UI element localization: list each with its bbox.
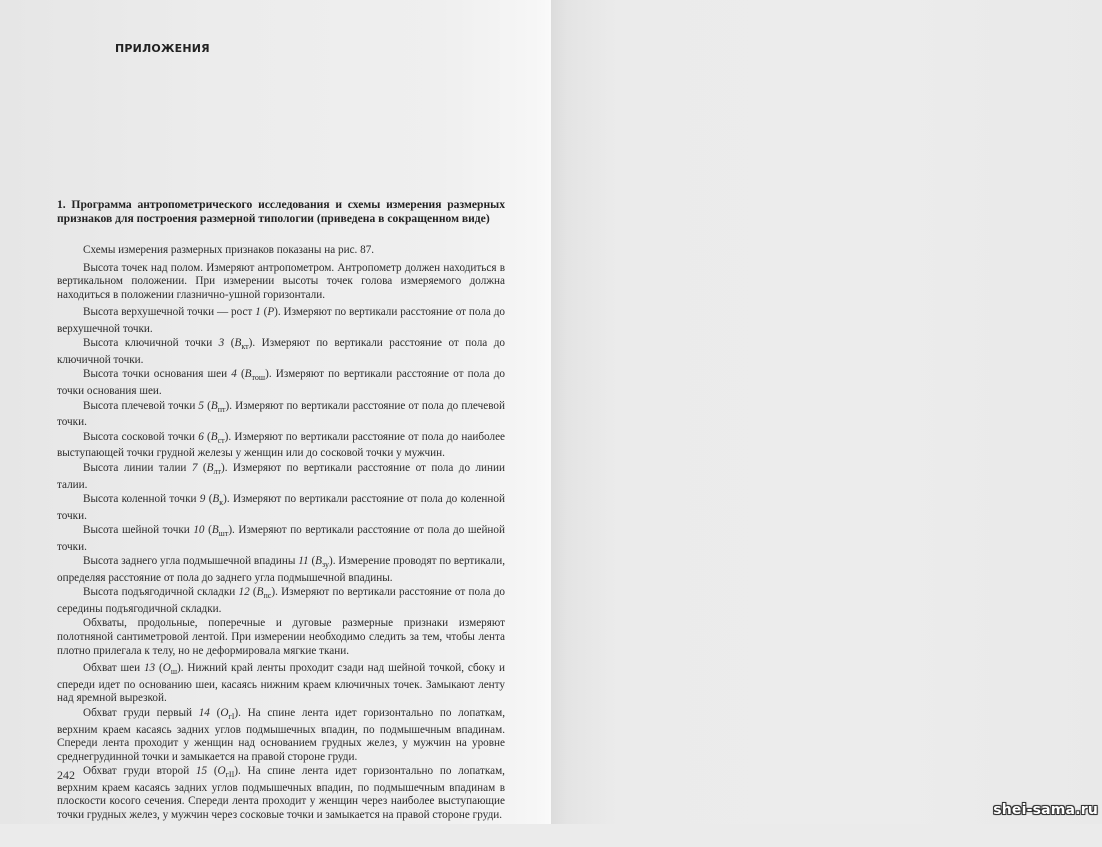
- open-paren: (: [208, 492, 213, 505]
- paragraph-lead-text: Высота сосковой точки: [83, 430, 199, 443]
- measurement-symbol: $O_{гI}$: [220, 706, 235, 721]
- figure-number: 12: [238, 586, 253, 599]
- paragraph-body-text: . На спине лента идет горизонтально по лопаткам, верхним краем касаясь задних углов подмышечных впадин, по подмышечным впадинам в плоскости косого сечения. Спереди лента проходит у женщин через наиболее выступающие точки грудных желез, у мужчин через сосковые точки и замыкается на правой стороне груди.: [57, 765, 505, 822]
- paragraph-lead-text: Обхват груди первый: [83, 706, 199, 719]
- measurement-symbol: $O_ш$: [162, 662, 177, 677]
- site-watermark: shei-sama.ru: [993, 802, 1098, 818]
- open-paren: (: [311, 555, 316, 568]
- measurement-subscript: шт: [218, 529, 229, 539]
- measurement-paragraph: [57, 337, 505, 367]
- figure-number: 1: [255, 306, 264, 319]
- open-paren: (: [263, 306, 268, 319]
- open-paren: (: [207, 399, 211, 412]
- measurement-paragraph: [57, 765, 505, 823]
- paragraph-lead-text: Высота коленной точки: [83, 492, 200, 505]
- measurement-paragraph: [57, 306, 505, 336]
- paragraph-lead-text: Обхват груди второй: [83, 765, 196, 778]
- measurement-paragraph: [57, 244, 505, 261]
- measurement-subscript: пс: [263, 591, 272, 601]
- paragraph-lead-text: Высота ключичной точки: [83, 337, 219, 350]
- paragraph-body-text: . Измеряют по вертикали расстояние от пола до верхушечной точки.: [57, 306, 505, 336]
- page-number-left: 242: [57, 768, 75, 782]
- measurement-subscript: кт: [241, 342, 249, 352]
- paragraph-lead-text: Высота верхушечной точки — рост: [83, 306, 256, 319]
- close-paren: ): [234, 706, 239, 719]
- figure-number: 6: [198, 430, 207, 443]
- paragraph-lead-text: Высота точек над полом. Измеряют антропометром. Антропометр должен находиться в вертикальном положении. При измерении высоты точек голова измеряемого должна находиться в положении глазнично-ушной горизонтали.: [57, 261, 505, 301]
- close-paren: ): [224, 430, 229, 443]
- open-paren: (: [230, 337, 235, 350]
- close-paren: ): [228, 523, 233, 536]
- paragraph-body-text: . Измеряют по вертикали расстояние от пола до плечевой точки.: [57, 399, 505, 429]
- paragraph-body-text: . Измеряют по вертикали расстояние от пола до наиболее выступающей точки грудной железы у женщин или до сосковой точки у мужчин.: [57, 430, 505, 460]
- measurement-paragraph: [57, 368, 505, 398]
- measurement-subscript: пт: [217, 404, 226, 414]
- measurement-subscript: к: [219, 498, 224, 508]
- open-paren: (: [202, 461, 207, 474]
- right-page: [551, 0, 1102, 824]
- measurement-paragraph: [57, 662, 505, 706]
- paragraph-lead-text: Схемы измерения размерных признаков показаны на рис. 87.: [83, 244, 375, 256]
- measurement-symbol: P: [267, 306, 275, 319]
- measurement-paragraph: [57, 617, 505, 661]
- figure-number: 9: [199, 492, 209, 505]
- open-paren: (: [208, 523, 212, 536]
- measurement-paragraph: [57, 555, 505, 585]
- open-paren: (: [159, 662, 163, 675]
- figure-number: 15: [195, 765, 214, 778]
- paragraph-lead-text: Высота линии талии: [83, 461, 192, 474]
- paragraph-lead-text: Высота подъягодичной складки: [83, 586, 239, 599]
- paragraph-lead-text: Высота заднего угла подмышечной впадины: [83, 555, 299, 568]
- close-paren: ): [220, 461, 225, 474]
- paragraph-lead-text: Высота точки основания шеи: [83, 368, 232, 381]
- measurement-subscript: ш: [170, 667, 177, 677]
- open-paren: (: [216, 706, 221, 719]
- close-paren: ): [265, 368, 269, 381]
- paragraph-body-text: . На спине лента идет горизонтально по лопаткам, верхним краем касаясь задних углов подмышечных впадин, по подмышечным впадинам. Спереди лента проходит у женщин над основанием грудных желез, у мужчин на уровне среднегрудинной точки и замыкается на правой стороне груди.: [57, 706, 505, 763]
- measurement-symbol: $B_{шт}$: [211, 523, 229, 539]
- close-paren: ): [271, 586, 276, 599]
- measurement-paragraph: [57, 524, 505, 554]
- measurement-symbol: $O_{гII}$: [217, 765, 235, 780]
- measurement-symbol: $B_{пт}$: [210, 399, 226, 414]
- paragraph-body-text: . Измеряют по вертикали расстояние от пола до шейной точки.: [57, 523, 505, 553]
- measurement-symbol: $B_{пс}$: [256, 586, 272, 601]
- figure-number: 7: [191, 461, 203, 474]
- figure-number: 10: [193, 523, 209, 536]
- close-paren: ): [274, 306, 278, 319]
- measurement-symbol: $B_{зу}$: [315, 555, 330, 570]
- measurement-subscript: зу: [322, 560, 330, 570]
- measurement-paragraph: [57, 586, 505, 616]
- close-paren: ): [223, 492, 227, 505]
- paragraph-lead-text: Высота плечевой точки: [83, 399, 199, 412]
- paragraph-body-text: . Измеряют по вертикали расстояние от пола до коленной точки.: [57, 492, 505, 522]
- figure-number: 4: [231, 368, 241, 381]
- figure-number: 5: [198, 399, 208, 412]
- measurement-paragraph: [57, 462, 505, 492]
- measurement-subscript: лт: [213, 467, 221, 476]
- open-paren: (: [240, 368, 245, 381]
- close-paren: ): [329, 555, 333, 568]
- paragraph-body-text: . Измеряют по вертикали расстояние от пола до линии талии.: [57, 461, 505, 491]
- measurement-subscript: ст: [217, 435, 225, 445]
- section-title: 1. Программа антропометрического исследования и схемы измерения размерных признаков для построения размерной типологии (приведена в сокращенном виде): [57, 198, 505, 225]
- paragraph-lead-text: Высота шейной точки: [83, 523, 194, 536]
- measurement-symbol: $B_{лт}$: [206, 461, 221, 476]
- measurement-paragraph: [57, 707, 505, 765]
- paragraph-lead-text: Обхваты, продольные, поперечные и дуговые размерные признаки измеряют полотняной сантиметровой лентой. При измерении необходимо следить за тем, чтобы лента плотно прилегала к телу, но не деформировала мягкие ткани.: [57, 617, 505, 657]
- paragraph-body-text: . Нижний край ленты проходит сзади над шейной точкой, сбоку и спереди идет по основанию шеи, касаясь нижним краем ключичных точек. Замыкают ленту над яремной вырезкой.: [57, 662, 505, 705]
- measurement-symbol: $B_{ст}$: [210, 430, 225, 445]
- paragraph-lead-text: Обхват шеи: [83, 662, 144, 675]
- measurement-subscript: тош: [251, 373, 266, 383]
- figure-number: 13: [143, 662, 159, 675]
- measurement-symbol: $B_к$: [212, 492, 224, 508]
- close-paren: ): [225, 399, 230, 412]
- measurement-paragraph: [57, 493, 505, 523]
- measurement-symbol: $B_{кт}$: [234, 337, 249, 352]
- measurement-subscript: гII: [225, 770, 235, 780]
- paragraph-body-text: . Измеряют по вертикали расстояние от пола до середины подъягодичной складки.: [57, 586, 505, 616]
- paragraph-body-text: . Измеряют по вертикали расстояние от пола до ключичной точки.: [57, 337, 506, 367]
- measurement-symbol: $B_{тош}$: [244, 368, 266, 383]
- figure-number: 14: [198, 706, 217, 719]
- paragraph-body-text: . Измеряют по вертикали расстояние от пола до точки основания шеи.: [57, 368, 506, 398]
- left-page: [0, 0, 551, 824]
- left-page-body: [57, 244, 505, 823]
- measurement-paragraph: [57, 400, 505, 430]
- measurement-subscript: гI: [228, 711, 235, 721]
- close-paren: ): [234, 765, 238, 778]
- appendix-heading: ПРИЛОЖЕНИЯ: [115, 42, 210, 55]
- figure-number: 3: [218, 337, 231, 350]
- open-paren: (: [213, 765, 218, 778]
- close-paren: ): [248, 337, 253, 350]
- measurement-paragraph: [57, 262, 505, 306]
- measurement-paragraph: [57, 431, 505, 461]
- open-paren: (: [252, 586, 257, 599]
- paragraph-body-text: . Измерение проводят по вертикали, определяя расстояние от пола до заднего угла подмышечной впадины.: [57, 555, 506, 584]
- open-paren: (: [207, 430, 211, 443]
- close-paren: ): [177, 662, 181, 675]
- figure-number: 11: [298, 555, 312, 568]
